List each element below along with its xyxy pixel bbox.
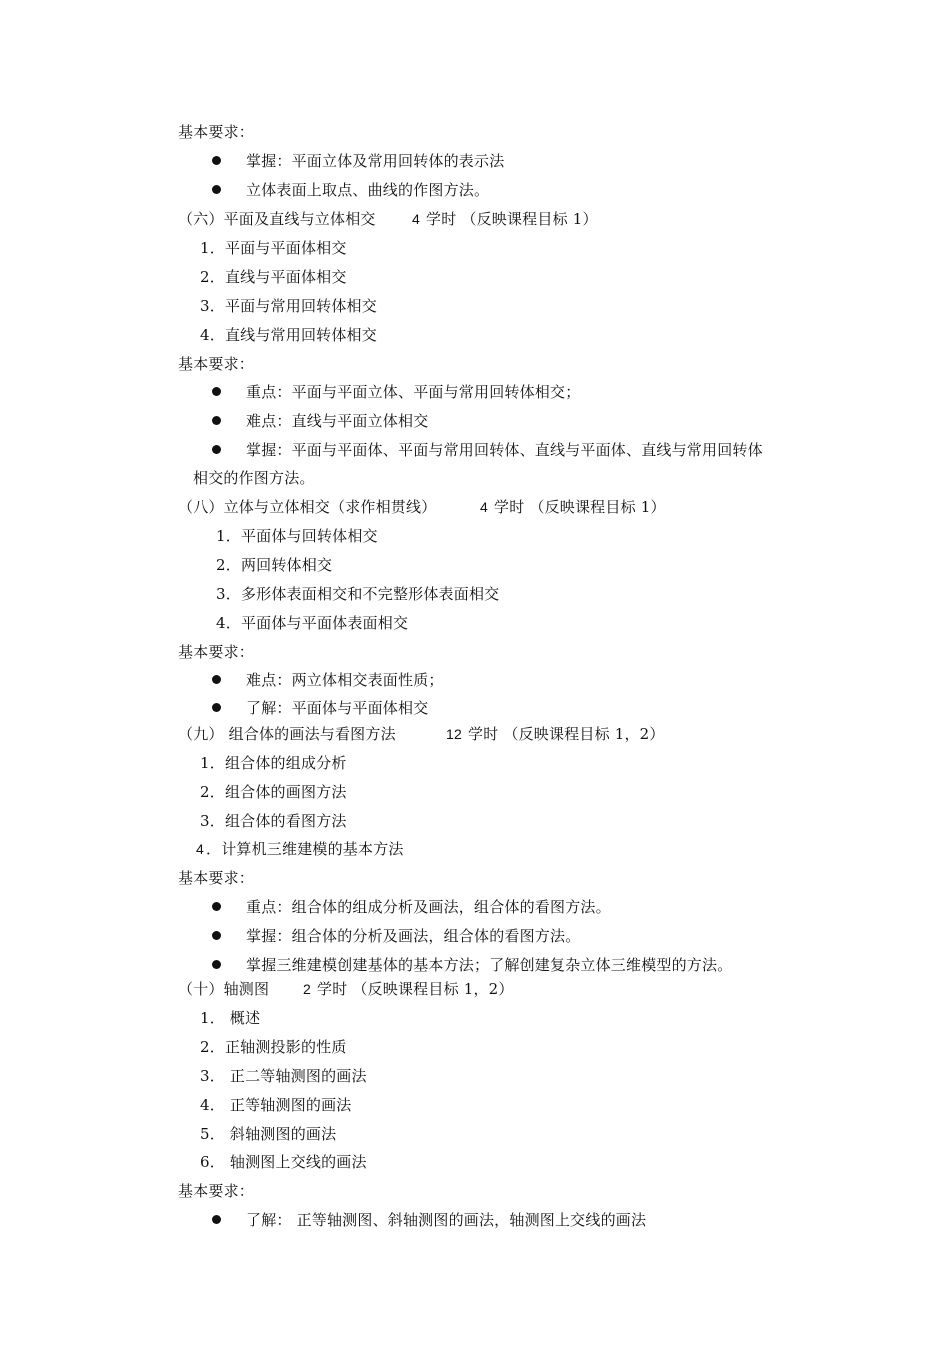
bullet-text: 难点：两立体相交表面性质；: [246, 671, 444, 689]
bullet-text: 掌握：平面与平面体、平面与常用回转体、直线与平面体、直线与常用回转体: [246, 441, 763, 459]
list-item: 1．平面体与回转体相交: [216, 527, 378, 545]
bullet-icon: [212, 156, 221, 165]
list-item: 2．两回转体相交: [216, 556, 333, 574]
bullet-icon: [212, 675, 221, 684]
bullet-icon: [212, 445, 221, 454]
list-item: ．计算机三维建模的基本方法: [206, 840, 404, 858]
bullet-text: 立体表面上取点、曲线的作图方法。: [246, 181, 490, 199]
bullet-text: 难点：直线与平面立体相交: [246, 412, 429, 430]
section-heading-9: （九） 组合体的画法与看图方法: [178, 725, 396, 743]
basic-requirements-heading: 基本要求：: [178, 869, 255, 887]
list-item: 5． 斜轴测图的画法: [200, 1125, 337, 1143]
section-hours-6: 4: [412, 211, 420, 227]
bullet-icon: [212, 931, 221, 940]
bullet-text: 重点：组合体的组成分析及画法，组合体的看图方法。: [246, 898, 611, 916]
basic-requirements-heading: 基本要求：: [178, 123, 255, 141]
section-hours-label-9: 学时 （反映课程目标 1，2）: [468, 725, 665, 743]
list-item: 1． 概述: [200, 1009, 261, 1027]
bullet-icon: [212, 902, 221, 911]
bullet-text: 了解：平面体与平面体相交: [246, 699, 429, 717]
section-hours-label-10: 学时 （反映课程目标 1，2）: [317, 980, 514, 998]
list-item: 3． 正二等轴测图的画法: [200, 1067, 367, 1085]
list-item: 4．直线与常用回转体相交: [200, 326, 377, 344]
bullet-text: 重点：平面与平面立体、平面与常用回转体相交；: [246, 383, 581, 401]
list-item: 3．组合体的看图方法: [200, 812, 347, 830]
section-hours-10: 2: [303, 981, 311, 997]
list-item: 4． 正等轴测图的画法: [200, 1096, 352, 1114]
list-item: 1．平面与平面体相交: [200, 239, 347, 257]
list-item: 6． 轴测图上交线的画法: [200, 1153, 367, 1171]
list-item: 4．平面体与平面体表面相交: [216, 614, 409, 632]
basic-requirements-heading: 基本要求：: [178, 643, 255, 661]
bullet-text: 掌握：平面立体及常用回转体的表示法: [246, 152, 505, 170]
list-item: 2．直线与平面体相交: [200, 268, 347, 286]
bullet-icon: [212, 387, 221, 396]
section-heading-10: （十）轴测图: [178, 980, 270, 998]
list-item: 2．正轴测投影的性质: [200, 1038, 347, 1056]
bullet-text: 掌握：组合体的分析及画法，组合体的看图方法。: [246, 927, 581, 945]
bullet-text-continuation: 相交的作图方法。: [193, 469, 315, 487]
bullet-text: 了解： 正等轴测图、斜轴测图的画法，轴测图上交线的画法: [246, 1211, 647, 1229]
basic-requirements-heading: 基本要求：: [178, 355, 255, 373]
section-hours-label-8: 学时 （反映课程目标 1）: [494, 498, 666, 516]
bullet-icon: [212, 703, 221, 712]
bullet-icon: [212, 960, 221, 969]
basic-requirements-heading: 基本要求：: [178, 1182, 255, 1200]
bullet-icon: [212, 185, 221, 194]
list-item: 1．组合体的组成分析: [200, 754, 347, 772]
bullet-text: 掌握三维建模创建基体的基本方法；了解创建复杂立体三维模型的方法。: [246, 956, 733, 974]
section-heading-6: （六）平面及直线与立体相交: [178, 210, 376, 228]
bullet-icon: [212, 416, 221, 425]
section-heading-8: （八）立体与立体相交（求作相贯线）: [178, 498, 437, 516]
list-item: 2．组合体的画图方法: [200, 783, 347, 801]
section-hours-9: 12: [446, 726, 462, 742]
section-hours-8: 4: [480, 499, 488, 515]
list-item-number: 4: [196, 841, 204, 857]
list-item: 3．平面与常用回转体相交: [200, 297, 377, 315]
bullet-icon: [212, 1215, 221, 1224]
section-hours-label-6: 学时 （反映课程目标 1）: [426, 210, 598, 228]
list-item: 3．多形体表面相交和不完整形体表面相交: [216, 585, 500, 603]
